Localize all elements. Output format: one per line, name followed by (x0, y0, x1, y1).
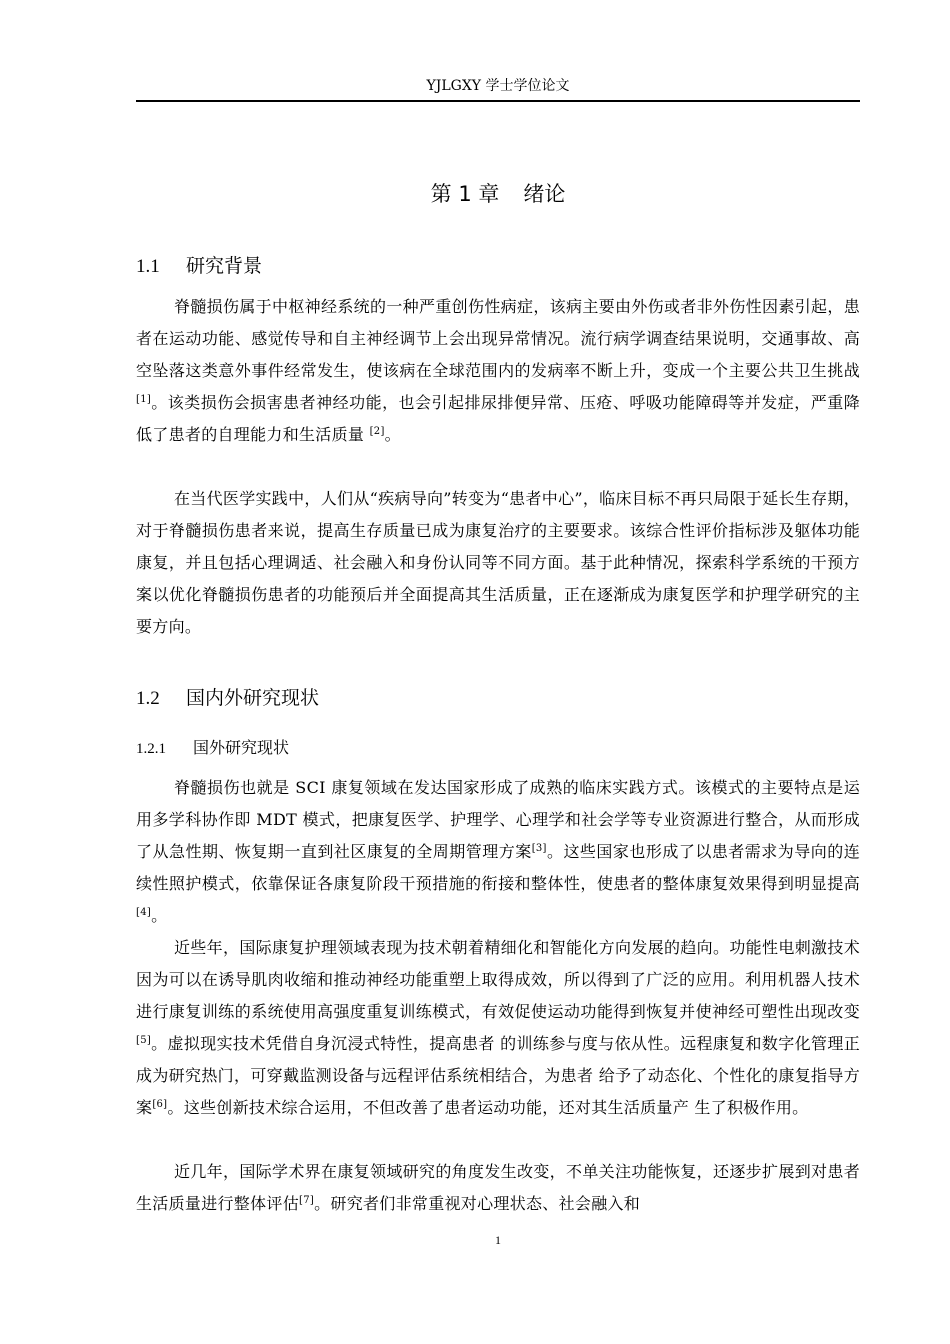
chapter-name: 绪论 (523, 182, 566, 206)
subsection-heading-1-2-1 (136, 736, 289, 761)
header-rule (136, 100, 860, 102)
citation: [4] (136, 907, 152, 918)
paragraph: 近几年，国际学术界在康复领域研究的角度发生改变，不单关注功能恢复，还逐步扩展到对患者生活质量进行整体评估[7]。研究者们非常重视对心理状态、社会融入和 (136, 1162, 860, 1213)
paragraph: 近些年，国际康复护理领域表现为技术朝着精细化和智能化方向发展的趋向。功能性电刺激技术因为可以在诱导肌肉收缩和推动神经功能重塑上取得成效，所以得到了广泛的应用。利用机器人技术进行康复训练的系统使用高强度重复训练模式，有效促使运动功能得到恢复并使神经可塑性出现改变[5]。虚拟现实技术凭借自身沉浸式特性，提高患者 的训练参与度与依从性。远程康复和数字化管理正成为研究热门，可穿戴监测设备与远程评估系统相结合，为患者 给予了动态化、个性化的康复指导方案[6]。这些创新技术综合运用，不但改善了患者运动功能，还对其生活质量产 生了积极作用。 (136, 938, 860, 1117)
section-title: 研究背景 (186, 255, 263, 277)
chapter-number: 第 1 章 (430, 182, 500, 206)
citation: [6] (152, 1099, 168, 1110)
citation: [5] (136, 1035, 152, 1046)
page-number: 1 (495, 1233, 501, 1247)
section-heading-1-1 (136, 252, 262, 281)
citation: [2] (369, 426, 385, 437)
paragraph: 在当代医学实践中，人们从“疾病导向”转变为“患者中心”，临床目标不再只局限于延长生存期，对于脊髓损伤患者来说，提高生存质量已成为康复治疗的主要要求。该综合性评价指标涉及躯体功能康复，并且包括心理调适、社会融入和身份认同等不同方面。基于此种情况，探索科学系统的干预方案以优化脊髓损伤患者的功能预后并全面提高其生活质量，正在逐渐成为康复医学和护理学研究的主要方向。 (136, 489, 860, 636)
paragraph: 脊髓损伤也就是 SCI 康复领域在发达国家形成了成熟的临床实践方式。该模式的主要特点是运用多学科协作即 MDT 模式，把康复医学、护理学、心理学和社会学等专业资源进行整合，从而形成了从急性期、恢复期一直到社区康复的全周期管理方案[3]。这些国家也形成了以患者需求为导向的连续性照护模式，依靠保证各康复阶段干预措施的衔接和整体性，使患者的整体康复效果得到明显提高[4]。 (136, 778, 861, 925)
citation: [3] (531, 843, 547, 854)
section-number: 1.1 (136, 256, 160, 277)
citation: [7] (299, 1195, 315, 1206)
section-title: 国内外研究现状 (186, 687, 320, 709)
running-header: YJLGXY 学士学位论文 (426, 78, 570, 94)
subsection-title: 国外研究现状 (193, 738, 290, 757)
section-number: 1.2 (136, 688, 160, 709)
citation: [1] (136, 394, 152, 405)
chapter-title (136, 178, 860, 210)
paragraph: 脊髓损伤属于中枢神经系统的一种严重创伤性病症，该病主要由外伤或者非外伤性因素引起，患者在运动功能、感觉传导和自主神经调节上会出现异常情况。流行病学调查结果说明，交通事故、高空坠落这类意外事件经常发生，使该病在全球范围内的发病率不断上升，变成一个主要公共卫生挑战[1]。该类损伤会损害患者神经功能，也会引起排尿排便异常、压疮、呼吸功能障碍等并发症，严重降低了患者的自理能力和生活质量 [2]。 (136, 297, 860, 444)
subsection-number: 1.2.1 (136, 741, 166, 757)
section-heading-1-2 (136, 684, 319, 713)
